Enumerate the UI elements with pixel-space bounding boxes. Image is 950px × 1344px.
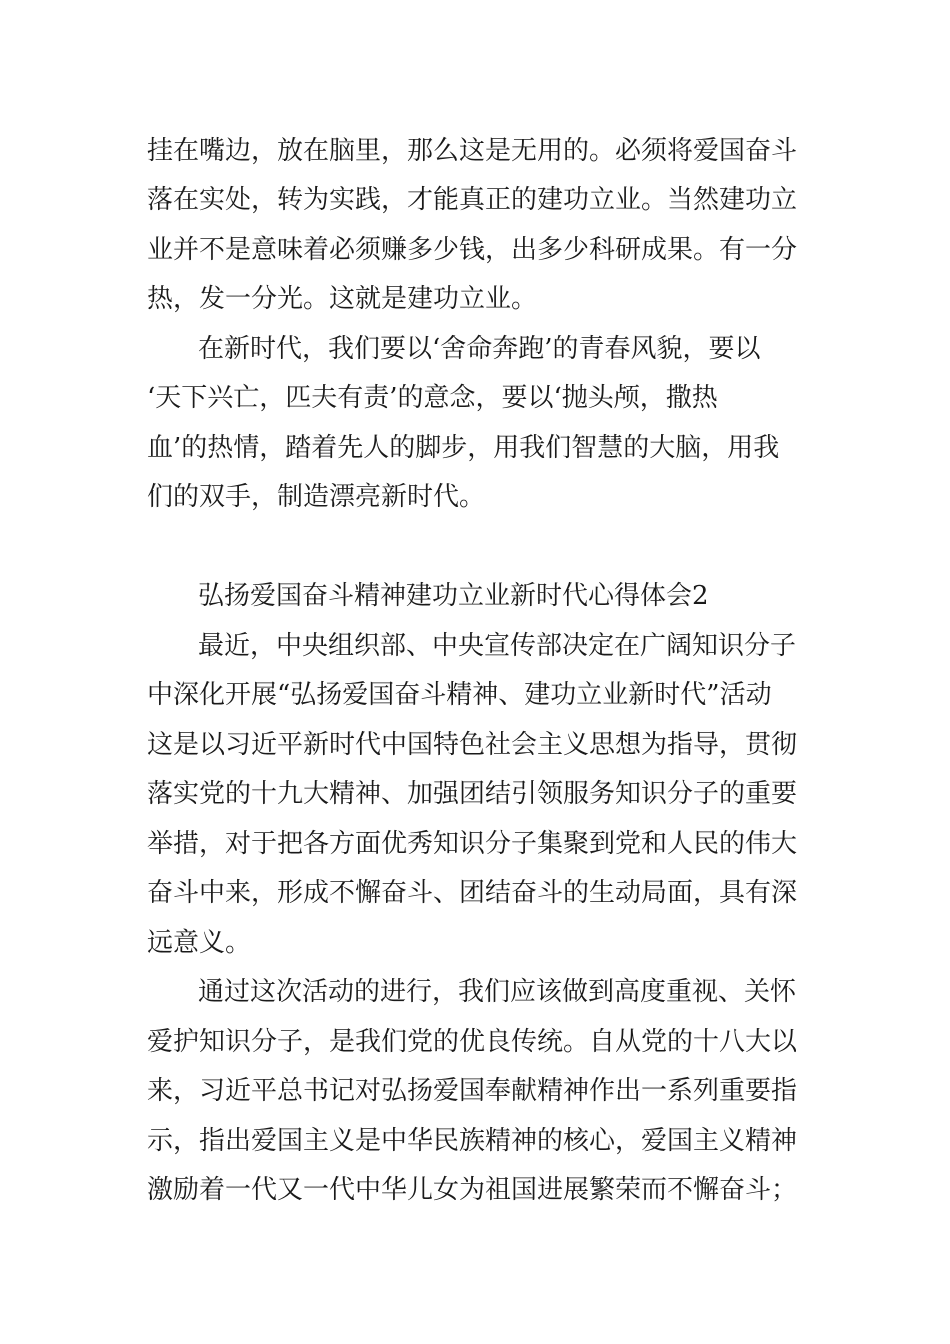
paragraph-line: 爱护知识分子，是我们党的优良传统。自从党的十八大以 — [147, 1027, 798, 1057]
paragraph-line: 热，发一分光。这就是建功立业。 — [147, 284, 538, 314]
paragraph-line: 落实党的十九大精神、加强团结引领服务知识分子的重要 — [147, 779, 798, 809]
paragraph-line: 奋斗中来，形成不懈奋斗、团结奋斗的生动局面，具有深 — [147, 878, 798, 908]
paragraph-line: 中深化开展“弘扬爱国奋斗精神、建功立业新时代”活动 — [147, 680, 772, 710]
paragraph-line: 们的双手，制造漂亮新时代。 — [147, 482, 486, 512]
paragraph-line: 远意义。 — [147, 928, 252, 958]
paragraph-line: 最近，中央组织部、中央宣传部决定在广阔知识分子 — [198, 631, 797, 661]
paragraph-line: 来，习近平总书记对弘扬爱国奉献精神作出一系列重要指 — [147, 1076, 798, 1106]
paragraph-line: 落在实处，转为实践，才能真正的建功立业。当然建功立 — [147, 185, 798, 215]
paragraph-line: 这是以习近平新时代中国特色社会主义思想为指导，贯彻 — [147, 730, 798, 760]
paragraph-line: 通过这次活动的进行，我们应该做到高度重视、关怀 — [198, 977, 797, 1007]
section-heading: 弘扬爱国奋斗精神建功立业新时代心得体会2 — [198, 581, 709, 611]
paragraph-line: 示，指出爱国主义是中华民族精神的核心，爱国主义精神 — [147, 1126, 798, 1156]
paragraph-line: 挂在嘴边，放在脑里，那么这是无用的。必须将爱国奋斗 — [147, 136, 798, 166]
paragraph-line: ‘天下兴亡，匹夫有责’的意念，要以‘抛头颅，撒热 — [147, 383, 718, 413]
paragraph-line: 举措，对于把各方面优秀知识分子集聚到党和人民的伟大 — [147, 829, 798, 859]
paragraph-line: 激励着一代又一代中华儿女为祖国进展繁荣而不懈奋斗； — [147, 1175, 798, 1205]
paragraph-line: 在新时代，我们要以‘舍命奔跑’的青春风貌，要以 — [198, 334, 761, 364]
paragraph-line: 业并不是意味着必须赚多少钱，出多少科研成果。有一分 — [147, 235, 798, 265]
paragraph-line: 血’的热情，踏着先人的脚步，用我们智慧的大脑，用我 — [147, 433, 780, 463]
